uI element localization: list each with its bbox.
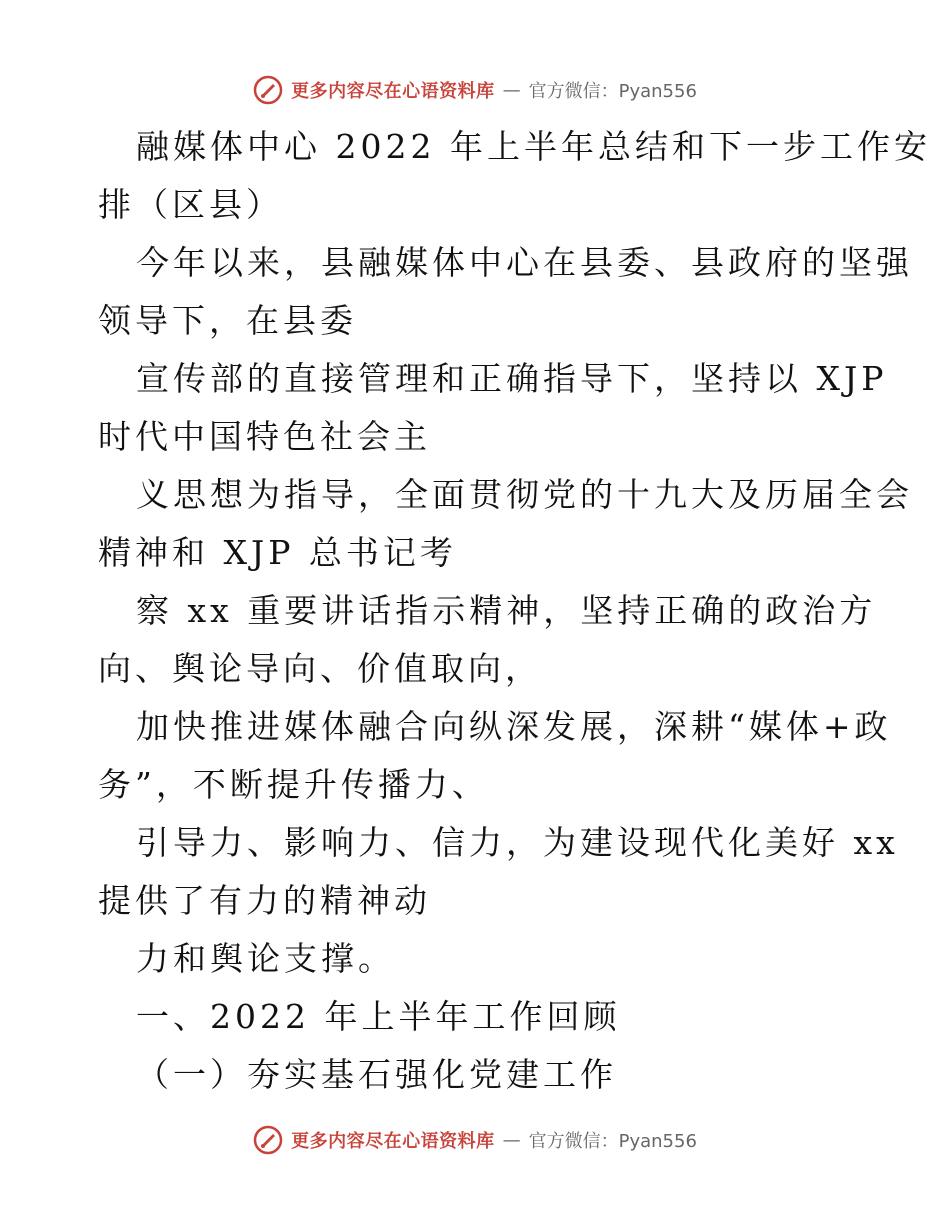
text-line: （一）夯实基石强化党建工作 bbox=[136, 1055, 617, 1094]
text-line: 提供了有力的精神动 bbox=[98, 881, 431, 920]
text-line: 精神和 XJP 总书记考 bbox=[98, 533, 457, 572]
text-line: 察 xx 重要讲话指示精神，坚持正确的政治方 bbox=[136, 591, 877, 630]
watermark-separator: — bbox=[502, 1129, 521, 1151]
text-line: 领导下，在县委 bbox=[98, 301, 357, 340]
text-line: 加快推进媒体融合向纵深发展，深耕“媒体+政 bbox=[136, 707, 892, 746]
watermark-wechat-text: 官方微信：Pyan556 bbox=[528, 1131, 697, 1152]
text-line: 力和舆论支撑。 bbox=[136, 939, 395, 978]
text-line: 向、舆论导向、价值取向， bbox=[98, 649, 542, 688]
text-line: 义思想为指导，全面贯彻党的十九大及历届全会 bbox=[136, 475, 913, 514]
text-line: 时代中国特色社会主 bbox=[98, 417, 431, 456]
brand-logo-icon bbox=[253, 1125, 283, 1155]
watermark-brand-text: 更多内容尽在心语资料库 bbox=[291, 81, 495, 102]
watermark-wechat-text: 官方微信：Pyan556 bbox=[528, 81, 697, 102]
text-line: 一、2022 年上半年工作回顾 bbox=[136, 997, 621, 1036]
document-body bbox=[98, 118, 931, 1104]
text-line: 融媒体中心 2022 年上半年总结和下一步工作安 bbox=[136, 127, 931, 166]
text-line: 务”，不断提升传播力、 bbox=[98, 765, 489, 804]
watermark-footer bbox=[0, 1120, 950, 1160]
watermark-separator: — bbox=[502, 79, 521, 101]
watermark-header bbox=[0, 70, 950, 110]
text-line: 排（区县） bbox=[98, 185, 283, 224]
watermark-brand-text: 更多内容尽在心语资料库 bbox=[291, 1131, 495, 1152]
brand-logo-icon bbox=[253, 75, 283, 105]
text-line: 宣传部的直接管理和正确指导下，坚持以 XJP bbox=[136, 359, 888, 398]
text-line: 引导力、影响力、信力，为建设现代化美好 xx bbox=[136, 823, 899, 862]
text-line: 今年以来，县融媒体中心在县委、县政府的坚强 bbox=[136, 243, 913, 282]
